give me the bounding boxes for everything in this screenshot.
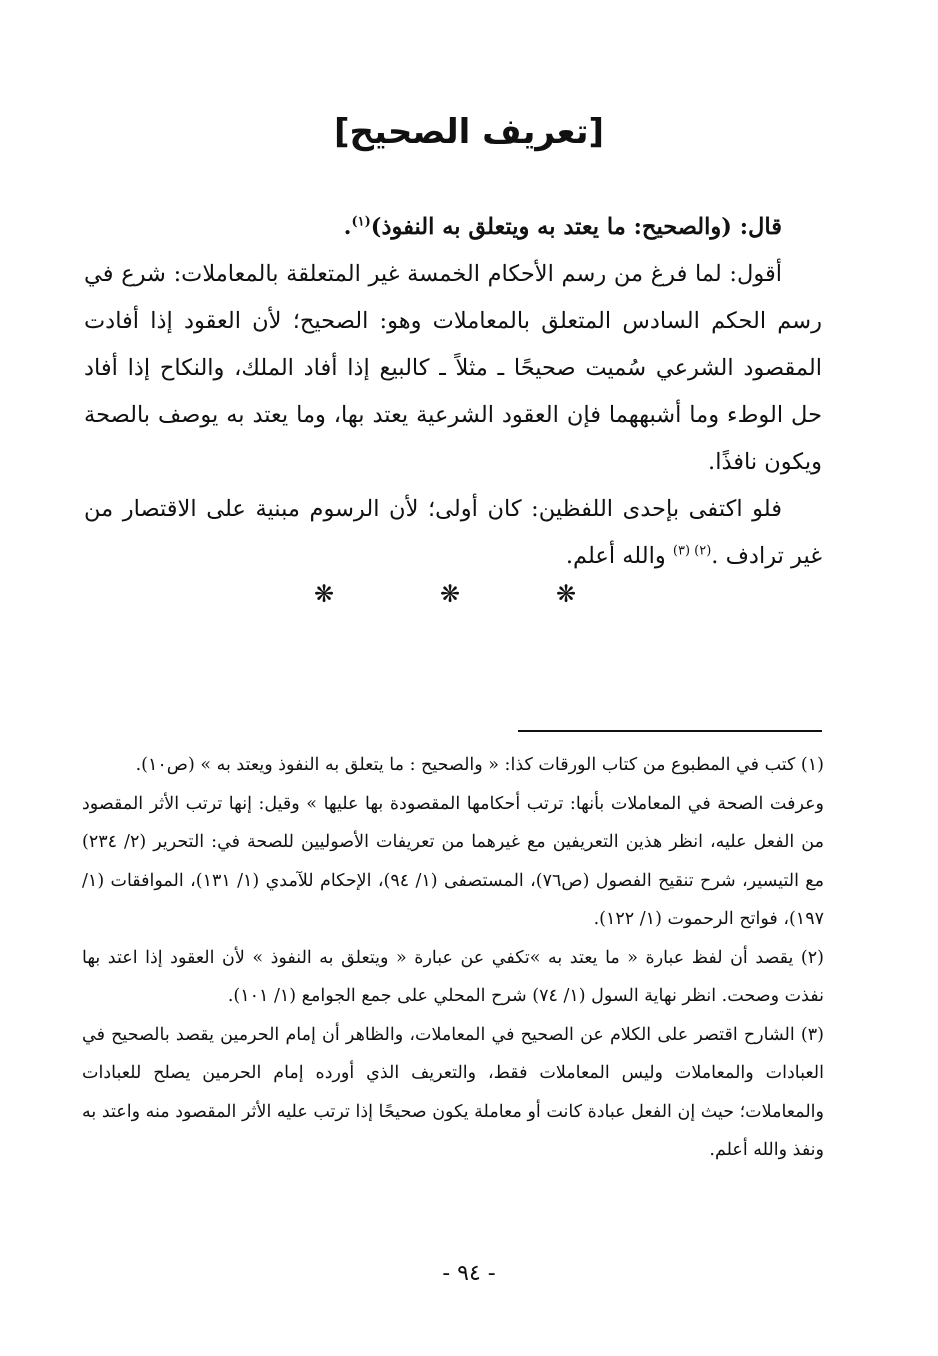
separator-star: ❋ bbox=[314, 580, 335, 608]
footnotes bbox=[82, 746, 824, 1170]
matn-quote-end: . bbox=[343, 214, 352, 240]
closing-paragraph-end: والله أعلم. bbox=[565, 543, 673, 569]
footnote-1-line1: (١) كتب في المطبوع من كتاب الورقات كذا: « والصحيح : ما يتعلق به النفوذ ويعتد به » (ص١٠). bbox=[135, 755, 824, 775]
footnote-3: (٣) الشارح اقتصر على الكلام عن الصحيح في المعاملات، والظاهر أن إمام الحرمين يقصد بالصحيح في العبادات والمعاملات وليس المعاملات فقط، والتعريف الذي أورده إمام الحرمين يصلح للعبادات والمعاملات؛ حيث إن الفعل عبادة كانت أو معاملة يكون صحيحًا إذا ترتب عليه الأثر المقصود منه واعتد به ونفذ والله أعلم. bbox=[82, 1024, 824, 1160]
closing-paragraph bbox=[84, 486, 822, 580]
footnote-1-continuation: وعرفت الصحة في المعاملات بأنها: ترتب أحكامها المقصودة بها عليها » وقيل: إنها ترتب الأثر المقصود من الفعل عليه، انظر هذين التعريفين مع غيرهما من تعريفات الأصوليين للصحة في: التحرير (٢/ ٢٣٤) مع التيسير، شرح تنقيح الفصول (ص٧٦)، المستصفى (١/ ٩٤)، الإحكام للآمدي (١/ ١٣١)، الموافقات (١/ ١٩٧)، فواتح الرحموت (١/ ١٢٢). bbox=[82, 793, 824, 929]
separator-star: ❋ bbox=[556, 580, 577, 608]
section-title: [تعريف الصحيح] bbox=[333, 112, 605, 152]
section-separator bbox=[0, 576, 938, 612]
footnote-ref-1: (١) bbox=[351, 214, 371, 230]
matn-quote-text: قال: (والصحيح: ما يعتد به ويتعلق به النفوذ) bbox=[370, 214, 782, 240]
footnote-divider bbox=[518, 730, 822, 732]
separator-star: ❋ bbox=[440, 580, 461, 608]
footnote-2: (٢) يقصد أن لفظ عبارة « ما يعتد به »تكفي عن عبارة « ويتعلق به النفوذ » لأن العقود إذا اعتد بها نفذت وصحت. انظر نهاية السول (١/ ٧٤) شرح المحلي على جمع الجوامع (١/ ١٠١). bbox=[82, 947, 824, 1006]
footnote-refs-2-3: (٢) (٣) bbox=[672, 543, 712, 559]
commentary-paragraph: أقول: لما فرغ من رسم الأحكام الخمسة غير المتعلقة بالمعاملات: شرع في رسم الحكم السادس المتعلق بالمعاملات وهو: الصحيح؛ لأن العقود إذا أفادت المقصود الشرعي سُميت صحيحًا ـ مثلاً ـ كالبيع إذا أفاد الملك، والنكاح إذا أفاد حل الوطء وما أشبههما فإن العقود الشرعية يعتد بها، وما يعتد به يوصف بالصحة ويكون نافذًا. bbox=[84, 261, 823, 475]
main-text bbox=[84, 204, 822, 580]
matn-quote bbox=[84, 204, 822, 251]
page-number: - ٩٤ - bbox=[442, 1261, 496, 1286]
closing-paragraph-text: فلو اكتفى بإحدى اللفظين: كان أولى؛ لأن الرسوم مبنية على الاقتصار من غير ترادف . bbox=[84, 496, 822, 569]
